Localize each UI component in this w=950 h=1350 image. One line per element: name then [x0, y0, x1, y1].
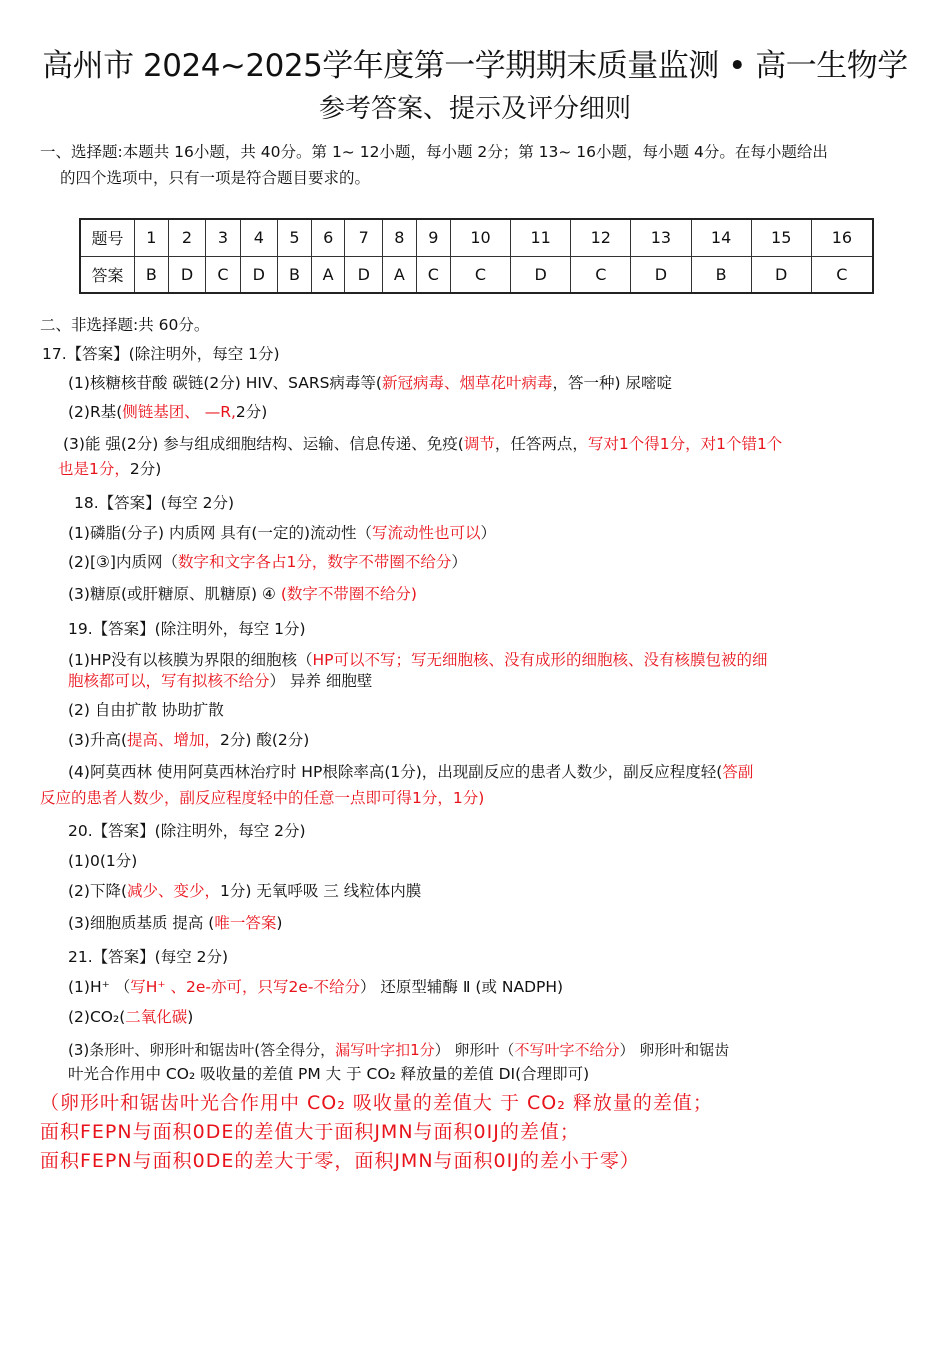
section1-line2: 的四个选项中，只有一项是符合题目要求的。 [60, 169, 371, 187]
answer-cell: D [631, 256, 691, 293]
answer-cell: D [751, 256, 811, 293]
question-number-cell: 13 [631, 219, 691, 256]
question-number-cell: 14 [691, 219, 751, 256]
q20-line2: (2)下降(减少、变少，1分) 无氧呼吸 三 线粒体内膜 [68, 882, 422, 900]
answer-cell: A [311, 256, 345, 293]
q19-line4: (3)升高(提高、增加，2分) 酸(2分) [68, 731, 310, 749]
q17-head: 17.【答案】(除注明外，每空 1分) [42, 345, 280, 363]
q17-line3: (3)能 强(2分) 参与组成细胞结构、运输、信息传递、免疫(调节，任答两点，写对1个得1分，对1个错1个 [63, 435, 783, 453]
page-title: 高州市 2024~2025学年度第一学期期末质量监测 • 高一生物学 [42, 48, 908, 84]
question-number-cell: 15 [751, 219, 811, 256]
question-number-cell: 3 [206, 219, 240, 256]
answer-cell: C [571, 256, 631, 293]
q21-line3: (3)条形叶、卵形叶和锯齿叶(答全得分，漏写叶字扣1分） 卵形叶（不写叶字不给分） 卵形叶和锯齿 [68, 1041, 730, 1059]
row-label-number: 题号 [80, 219, 135, 256]
answer-cell: B [135, 256, 169, 293]
q19-head: 19.【答案】(除注明外，每空 1分) [68, 620, 306, 638]
answer-cell: C [206, 256, 240, 293]
section1-line1: 一、选择题:本题共 16小题，共 40分。第 1~ 12小题，每小题 2分；第 13~ 16小题，每小题 4分。在每小题给出 [40, 143, 828, 161]
question-number-cell: 2 [168, 219, 206, 256]
table-row-numbers [80, 219, 873, 256]
q20-line1: (1)0(1分) [68, 852, 138, 870]
q17-line1: (1)核糖核苷酸 碳链(2分) HIV、SARS病毒等(新冠病毒、烟草花叶病毒，答一种) 尿嘧啶 [68, 374, 672, 392]
q19-line2: 胞核都可以，写有拟核不给分） 异养 细胞壁 [68, 672, 373, 690]
answer-cell: C [416, 256, 450, 293]
q21-line4: 叶光合作用中 CO₂ 吸收量的差值 PM 大 于 CO₂ 释放量的差值 DI(合理即可) [68, 1065, 590, 1083]
page-subtitle: 参考答案、提示及评分细则 [318, 94, 631, 124]
answer-cell: D [345, 256, 383, 293]
question-number-cell: 12 [571, 219, 631, 256]
question-number-cell: 6 [311, 219, 345, 256]
q19-line3: (2) 自由扩散 协助扩散 [68, 701, 224, 719]
answer-cell: B [278, 256, 312, 293]
answer-cell: C [450, 256, 510, 293]
q21-red-line2: 面积FEPN与面积0DE的差值大于面积JMN与面积0IJ的差值； [40, 1121, 580, 1143]
q21-head: 21.【答案】(每空 2分) [68, 948, 229, 966]
q17-line2: (2)R基(侧链基团、 —R,2分) [68, 403, 268, 421]
q21-line1: (1)H⁺ （写H⁺ 、2e-亦可，只写2e-不给分） 还原型辅酶 Ⅱ (或 NADPH) [68, 978, 564, 996]
question-number-cell: 10 [450, 219, 510, 256]
q19-line6: 反应的患者人数少，副反应程度轻中的任意一点即可得1分，1分) [40, 789, 485, 807]
q21-red-line1: （卵形叶和锯齿叶光合作用中 CO₂ 吸收量的差值大 于 CO₂ 释放量的差值； [40, 1092, 713, 1114]
q19-line5: (4)阿莫西林 使用阿莫西林治疗时 HP根除率高(1分)，出现副反应的患者人数少，副反应程度轻(答副 [68, 763, 754, 781]
answer-cell: D [511, 256, 571, 293]
question-number-cell: 1 [135, 219, 169, 256]
question-number-cell: 8 [383, 219, 417, 256]
question-number-cell: 11 [511, 219, 571, 256]
answer-cell: B [691, 256, 751, 293]
answer-cell: D [168, 256, 206, 293]
answer-cell: C [811, 256, 873, 293]
q20-head: 20.【答案】(除注明外，每空 2分) [68, 822, 306, 840]
q17-line4: 也是1分，2分) [58, 460, 162, 478]
question-number-cell: 4 [240, 219, 278, 256]
q21-line2: (2)CO₂(二氧化碳) [68, 1008, 194, 1026]
row-label-answer: 答案 [80, 256, 135, 293]
question-number-cell: 9 [416, 219, 450, 256]
q21-red-line3: 面积FEPN与面积0DE的差大于零，面积JMN与面积0IJ的差小于零） [40, 1150, 640, 1172]
q18-line3: (3)糖原(或肝糖原、肌糖原) ④ (数字不带圈不给分) [68, 585, 417, 603]
table-row-answers [80, 256, 873, 293]
answer-table [79, 218, 874, 294]
question-number-cell: 5 [278, 219, 312, 256]
q18-line1: (1)磷脂(分子) 内质网 具有(一定的)流动性（写流动性也可以） [68, 524, 497, 542]
question-number-cell: 16 [811, 219, 873, 256]
q19-line1: (1)HP没有以核膜为界限的细胞核（HP可以不写；写无细胞核、没有成形的细胞核、没有核膜包被的细 [68, 651, 768, 669]
answer-cell: D [240, 256, 278, 293]
q18-head: 18.【答案】(每空 2分) [74, 494, 235, 512]
q20-line3: (3)细胞质基质 提高 (唯一答案) [68, 914, 283, 932]
q18-line2: (2)[③]内质网（数字和文字各占1分，数字不带圈不给分） [68, 553, 467, 571]
question-number-cell: 7 [345, 219, 383, 256]
section2-heading: 二、非选择题:共 60分。 [40, 316, 210, 334]
answer-cell: A [383, 256, 417, 293]
